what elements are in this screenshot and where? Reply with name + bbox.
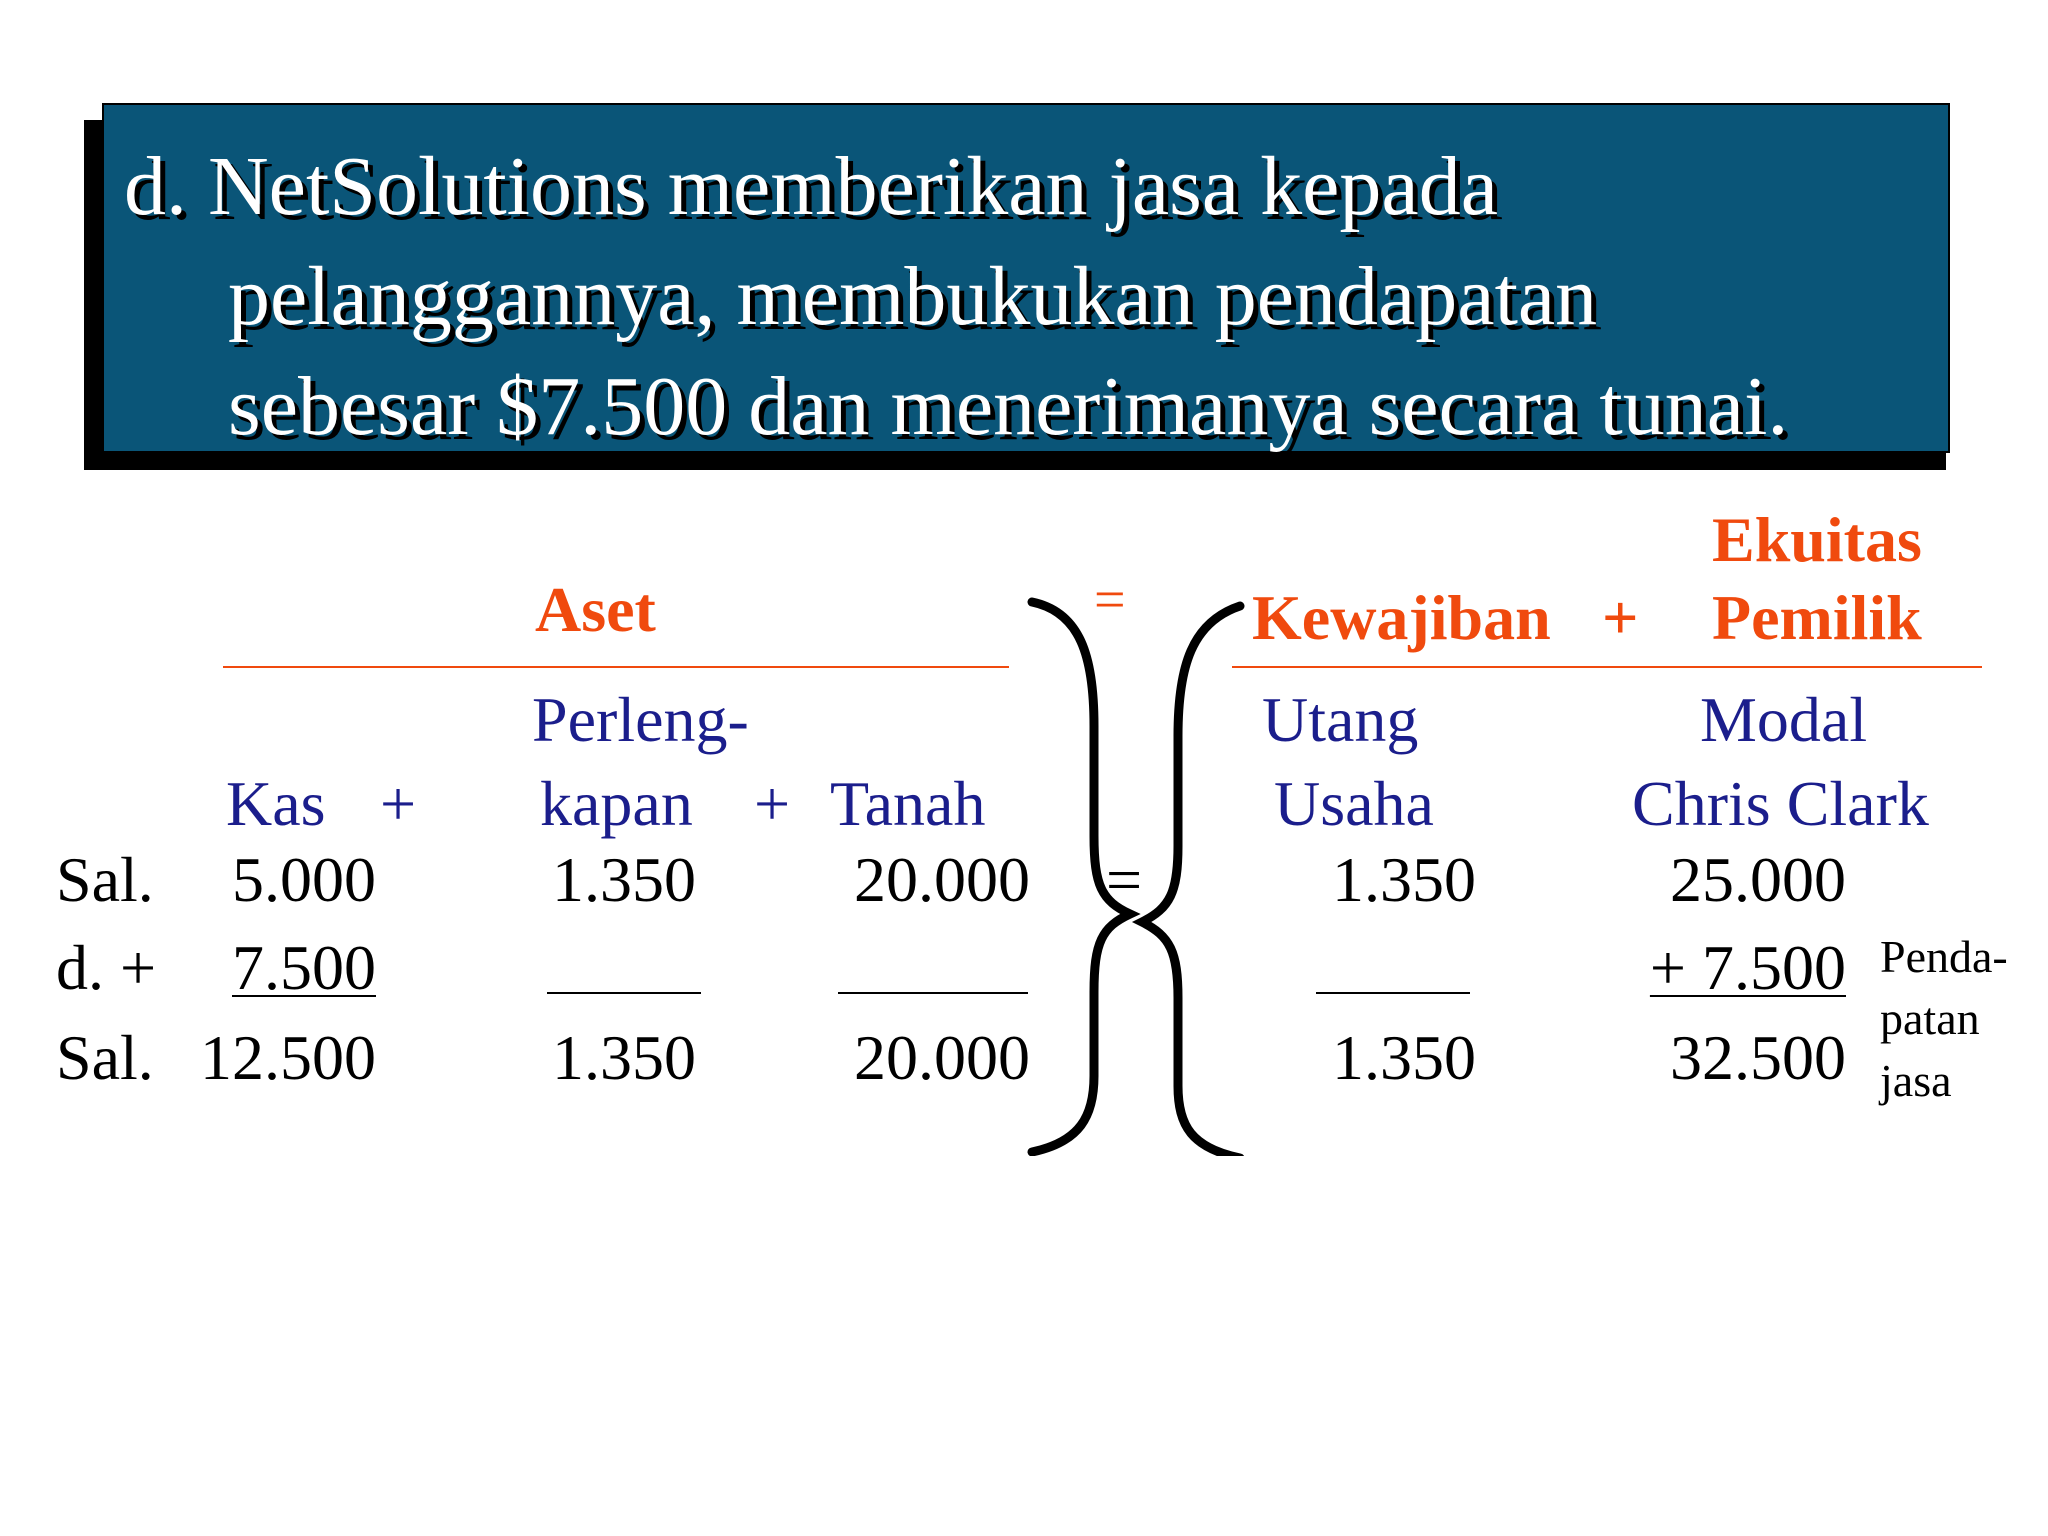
row-3-tanah: 20.000 bbox=[854, 1022, 1030, 1093]
liabilities-equity-rule bbox=[1232, 666, 1982, 668]
plus-sign-header: + bbox=[1602, 582, 1639, 653]
row-2-note-line-2: patan bbox=[1880, 993, 1980, 1044]
column-header-perlengkapan-line-1: Perleng- bbox=[532, 684, 749, 755]
column-header-modal-line-2: Chris Clark bbox=[1632, 768, 1929, 839]
row-1-utang: 1.350 bbox=[1332, 844, 1476, 915]
assets-rule bbox=[223, 666, 1009, 668]
column-header-utang-line-2: Usaha bbox=[1274, 768, 1434, 839]
column-header-tanah: Tanah bbox=[830, 768, 986, 839]
equation-braces bbox=[1010, 596, 1260, 1156]
liabilities-header: Kewajiban bbox=[1252, 582, 1551, 653]
row-3-modal: 32.500 bbox=[1670, 1022, 1846, 1093]
equals-sign-header: = bbox=[1094, 569, 1126, 631]
column-header-modal-line-1: Modal bbox=[1700, 684, 1868, 755]
closing-brace bbox=[1032, 602, 1130, 1152]
row-2-modal: + 7.500 bbox=[1649, 932, 1846, 1003]
perlengkapan-plus-sign: + bbox=[754, 768, 791, 839]
row-1-tanah: 20.000 bbox=[854, 844, 1030, 915]
row-3-perlengkapan: 1.350 bbox=[552, 1022, 696, 1093]
column-header-perlengkapan-line-2: kapan bbox=[540, 768, 693, 839]
row-2-kas: 7.500 bbox=[232, 932, 376, 1003]
equity-header-line-1: Ekuitas bbox=[1712, 504, 1922, 575]
row-2-note-line-3: jasa bbox=[1880, 1055, 1952, 1106]
row-1-equals-sign: = bbox=[1106, 844, 1143, 915]
equity-header-line-2: Pemilik bbox=[1712, 582, 1922, 653]
title-line-1: d. NetSolutions memberikan jasa kepada bbox=[124, 140, 1498, 233]
row-2-utang-blank bbox=[1316, 992, 1470, 994]
row-2-perlengkapan-blank bbox=[547, 992, 701, 994]
title-line-2: pelanggannya, membukukan pendapatan bbox=[228, 250, 1598, 343]
column-header-utang-line-1: Utang bbox=[1262, 684, 1419, 755]
row-2-label: d. + bbox=[56, 932, 157, 1003]
row-3-label: Sal. bbox=[56, 1022, 154, 1093]
row-1-label: Sal. bbox=[56, 844, 154, 915]
title-line-3: sebesar $7.500 dan menerimanya secara tunai. bbox=[228, 360, 1789, 453]
opening-brace bbox=[1142, 606, 1240, 1156]
row-3-kas: 12.500 bbox=[200, 1022, 376, 1093]
row-3-utang: 1.350 bbox=[1332, 1022, 1476, 1093]
column-header-kas: Kas bbox=[226, 768, 326, 839]
row-1-modal: 25.000 bbox=[1670, 844, 1846, 915]
row-1-kas: 5.000 bbox=[232, 844, 376, 915]
row-2-tanah-blank bbox=[838, 992, 1028, 994]
row-2-note-line-1: Penda- bbox=[1880, 931, 2008, 982]
kas-plus-sign: + bbox=[380, 768, 417, 839]
assets-header: Aset bbox=[535, 574, 656, 645]
row-1-perlengkapan: 1.350 bbox=[552, 844, 696, 915]
title-box bbox=[102, 103, 1950, 453]
